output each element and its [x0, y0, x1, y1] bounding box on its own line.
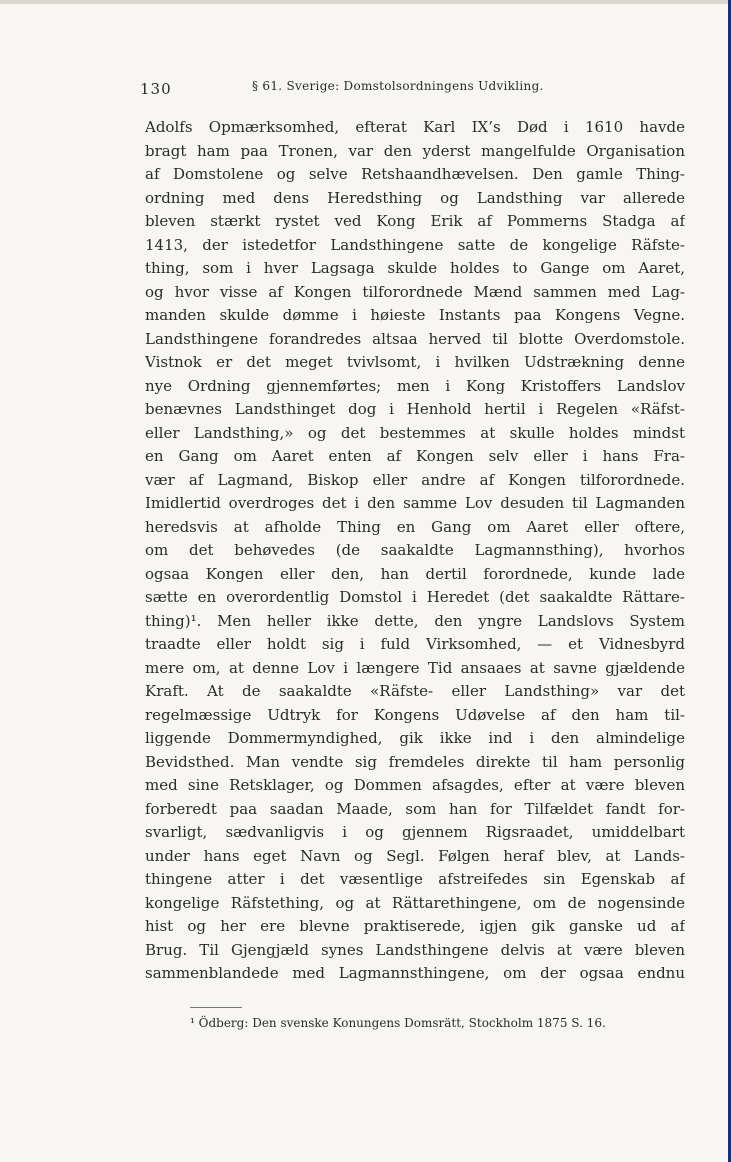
text-line: Bevidsthed. Man vendte sig fremdeles direkte til ham personlig	[145, 752, 685, 771]
text-line: thingene atter i det væsentlige afstreifedes sin Egenskab af	[145, 870, 685, 888]
text-line: nye Ordning gjennemførtes; men i Kong Kristoffers Landslov	[145, 376, 685, 395]
footnote-rule	[190, 1007, 242, 1008]
text-line: benævnes Landsthinget dog i Henhold hertil i Regelen «Räfst-	[145, 400, 685, 418]
text-line: traadte eller holdt sig i fuld Virksomhed, — et Vidnesbyrd	[145, 635, 685, 653]
text-line: sammenblandede med Lagmannsthingene, om der ogsaa endnu	[145, 964, 685, 982]
text-line: vær af Lagmand, Biskop eller andre af Kongen tilforordnede.	[145, 470, 685, 489]
text-line: Vistnok er det meget tvivlsomt, i hvilken Udstrækning denne	[145, 353, 685, 371]
text-line: ordning med dens Heredsthing og Landsthing var allerede	[145, 188, 685, 207]
text-line: ogsaa Kongen eller den, han dertil forordnede, kunde lade	[145, 564, 685, 583]
body-text	[145, 116, 685, 986]
footnote: ¹ Ödberg: Den svenske Konungens Domsrätt, Stockholm 1875 S. 16.	[190, 1016, 606, 1030]
text-line: mere om, at denne Lov i længere Tid ansaaes at savne gjældende	[145, 658, 685, 677]
text-line: manden skulde dømme i høieste Instants paa Kongens Vegne.	[145, 306, 685, 324]
text-line: bleven stærkt rystet ved Kong Erik af Pommerns Stadga af	[145, 212, 685, 230]
text-line: af Domstolene og selve Retshaandhævelsen. Den gamle Thing-	[145, 165, 685, 183]
text-line: om det behøvedes (de saakaldte Lagmannsthing), hvorhos	[145, 541, 685, 559]
text-line: Imidlertid overdroges det i den samme Lov desuden til Lagmanden	[145, 494, 685, 512]
text-line: Landsthingene forandredes altsaa herved til blotte Overdomstole.	[145, 329, 685, 348]
text-line: forberedt paa saadan Maade, som han for Tilfældet fandt for-	[145, 799, 685, 818]
text-line: under hans eget Navn og Segl. Følgen heraf blev, at Lands-	[145, 846, 685, 865]
text-line: sætte en overordentlig Domstol i Heredet (det saakaldte Rättare-	[145, 588, 685, 606]
page-number: 130	[140, 80, 172, 98]
text-line: bragt ham paa Tronen, var den yderst mangelfulde Organisation	[145, 141, 685, 160]
text-line: heredsvis at afholde Thing en Gang om Aaret eller oftere,	[145, 517, 685, 536]
text-line: med sine Retsklager, og Dommen afsagdes, efter at være bleven	[145, 776, 685, 794]
text-line: regelmæssige Udtryk for Kongens Udøvelse af den ham til-	[145, 705, 685, 724]
text-line: thing)¹. Men heller ikke dette, den yngre Landslovs System	[145, 611, 685, 630]
text-line: hist og her ere blevne praktiserede, igjen gik ganske ud af	[145, 917, 685, 935]
text-line: Brug. Til Gjengjæld synes Landsthingene delvis at være bleven	[145, 940, 685, 959]
running-head: § 61. Sverige: Domstolsordningens Udvikling.	[252, 79, 544, 93]
text-line: thing, som i hver Lagsaga skulde holdes to Gange om Aaret,	[145, 259, 685, 277]
text-line: og hvor visse af Kongen tilforordnede Mænd sammen med Lag-	[145, 282, 685, 301]
text-line: eller Landsthing,» og det bestemmes at skulle holdes mindst	[145, 423, 685, 442]
text-line: Adolfs Opmærksomhed, efterat Karl IX’s Død i 1610 havde	[145, 118, 685, 136]
text-line: en Gang om Aaret enten af Kongen selv eller i hans Fra-	[145, 447, 685, 465]
text-line: Kraft. At de saakaldte «Räfste- eller Landsthing» var det	[145, 682, 685, 700]
text-line: liggende Dommermyndighed, gik ikke ind i den almindelige	[145, 729, 685, 747]
page-top-edge	[0, 0, 731, 4]
text-line: kongelige Räfstething, og at Rättarethingene, om de nogensinde	[145, 893, 685, 912]
text-line: 1413, der istedetfor Landsthingene satte de kongelige Räfste-	[145, 235, 685, 254]
text-line: svarligt, sædvanligvis i og gjennem Rigsraadet, umiddelbart	[145, 823, 685, 841]
